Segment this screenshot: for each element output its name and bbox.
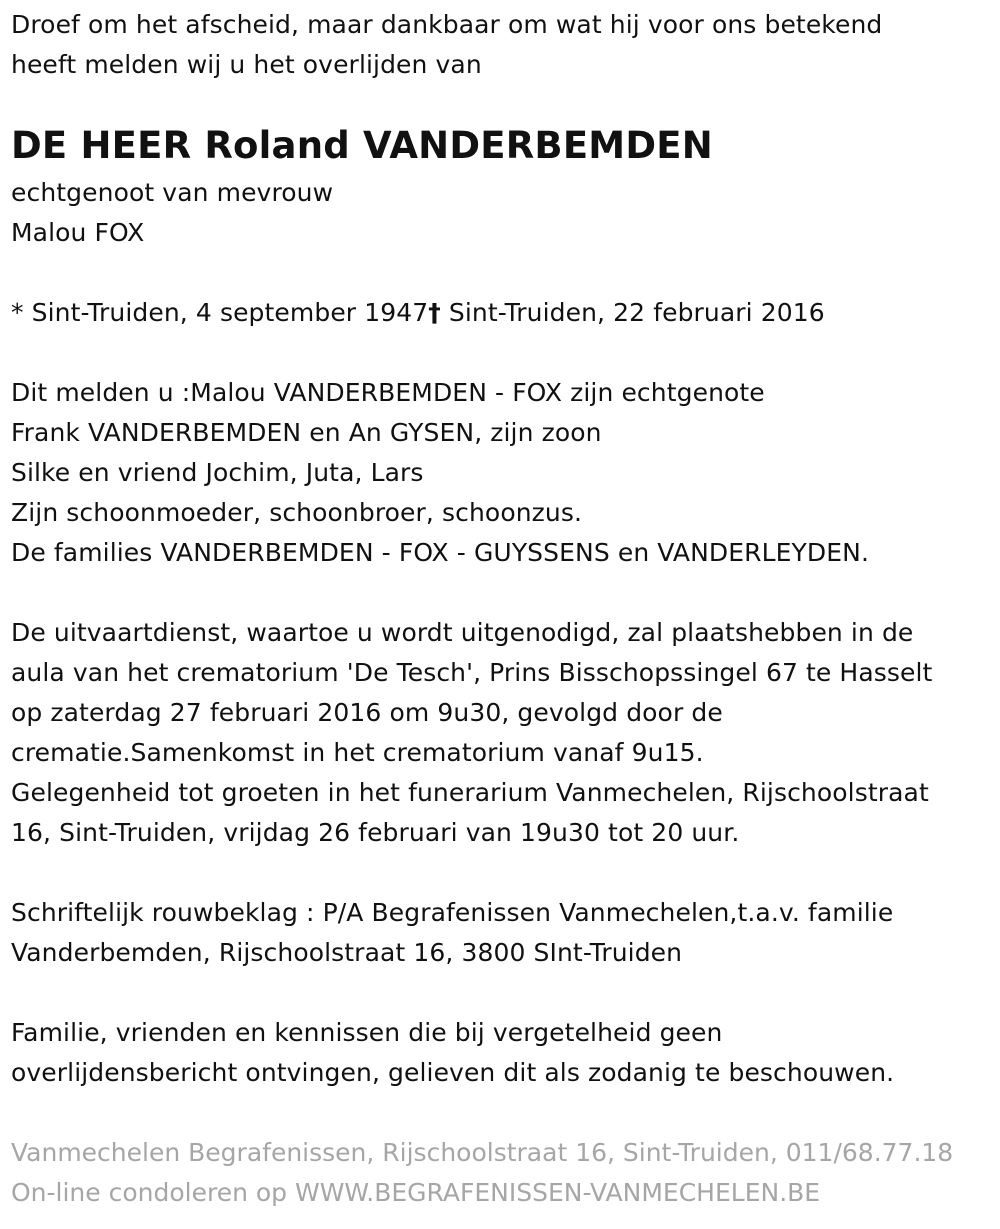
deceased-name: DE HEER Roland VANDERBEMDEN bbox=[11, 124, 713, 167]
condolences-address bbox=[11, 893, 893, 973]
birth-death-dates bbox=[11, 293, 825, 333]
service-line: crematie.Samenkomst in het crematorium vanaf 9u15. bbox=[11, 738, 704, 767]
closing-notice bbox=[11, 1013, 894, 1093]
funeral-home-footer bbox=[11, 1133, 953, 1213]
intro-line: Droef om het afscheid, maar dankbaar om wat hij voor ons betekend bbox=[11, 10, 883, 39]
cross-icon: † bbox=[428, 298, 441, 327]
condolences-line: Vanderbemden, Rijschoolstraat 16, 3800 SInt-Truiden bbox=[11, 938, 683, 967]
intro-line: heeft melden wij u het overlijden van bbox=[11, 50, 482, 79]
notice-line: Familie, vrienden en kennissen die bij vergetelheid geen bbox=[11, 1018, 723, 1047]
service-line: De uitvaartdienst, waartoe u wordt uitgenodigd, zal plaatshebben in de bbox=[11, 618, 914, 647]
intro-paragraph bbox=[11, 5, 882, 85]
family-line: Frank VANDERBEMDEN en An GYSEN, zijn zoon bbox=[11, 418, 602, 447]
notice-line: overlijdensbericht ontvingen, gelieven dit als zodanig te beschouwen. bbox=[11, 1058, 895, 1087]
footer-website: On-line condoleren op WWW.BEGRAFENISSEN-VANMECHELEN.BE bbox=[11, 1178, 821, 1207]
family-line: Zijn schoonmoeder, schoonbroer, schoonzus. bbox=[11, 498, 582, 527]
spouse-line: echtgenoot van mevrouw bbox=[11, 178, 334, 207]
service-line: Gelegenheid tot groeten in het funerarium Vanmechelen, Rijschoolstraat bbox=[11, 778, 929, 807]
service-line: op zaterdag 27 februari 2016 om 9u30, gevolgd door de bbox=[11, 698, 723, 727]
birth-date: * Sint-Truiden, 4 september 1947 bbox=[11, 298, 429, 327]
family-line: Dit melden u :Malou VANDERBEMDEN - FOX zijn echtgenote bbox=[11, 378, 765, 407]
family-line: Silke en vriend Jochim, Juta, Lars bbox=[11, 458, 424, 487]
funeral-service-info bbox=[11, 613, 932, 853]
spouse-info bbox=[11, 173, 333, 253]
service-line: aula van het crematorium 'De Tesch', Prins Bisschopssingel 67 te Hasselt bbox=[11, 658, 933, 687]
footer-contact: Vanmechelen Begrafenissen, Rijschoolstraat 16, Sint-Truiden, 011/68.77.18 bbox=[11, 1138, 954, 1167]
condolences-line: Schriftelijk rouwbeklag : P/A Begrafenissen Vanmechelen,t.a.v. familie bbox=[11, 898, 894, 927]
death-date: Sint-Truiden, 22 februari 2016 bbox=[440, 298, 825, 327]
family-line: De families VANDERBEMDEN - FOX - GUYSSENS en VANDERLEYDEN. bbox=[11, 538, 870, 567]
family-list bbox=[11, 373, 869, 573]
service-line: 16, Sint-Truiden, vrijdag 26 februari van 19u30 tot 20 uur. bbox=[11, 818, 740, 847]
spouse-name: Malou FOX bbox=[11, 218, 145, 247]
